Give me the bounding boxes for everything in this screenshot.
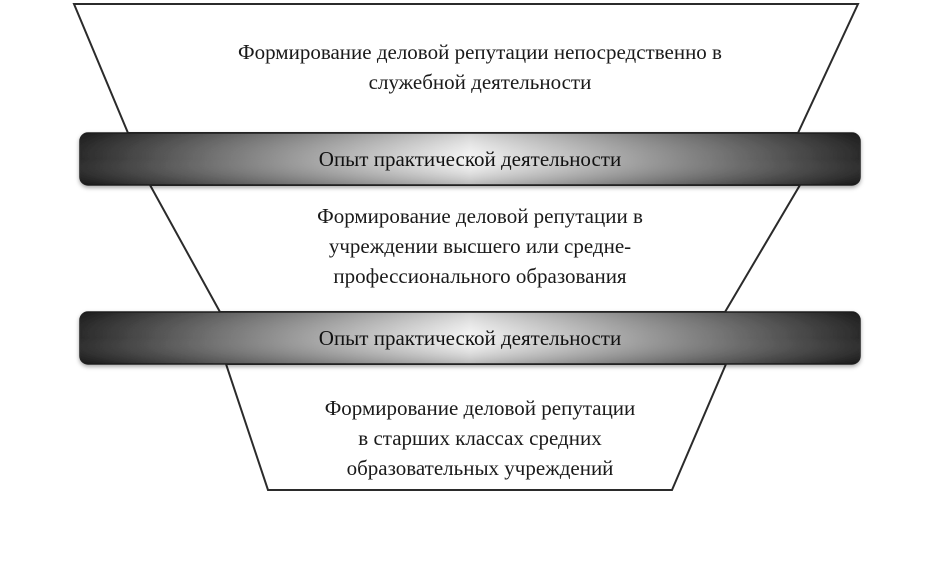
level-3-line-1: Формирование деловой репутации	[324, 396, 636, 420]
level-2-line-1: Формирование деловой репутации в	[317, 204, 643, 228]
bar-2-label: Опыт практической деятельности	[318, 326, 622, 350]
bar-1-label: Опыт практической деятельности	[318, 147, 622, 171]
level-3-line-3: образовательных учреждений	[346, 456, 614, 480]
level-3-text	[262, 393, 698, 483]
level-1-text	[190, 37, 770, 97]
level-2-line-3: профессионального образования	[333, 264, 627, 288]
level-1-line-2: служебной деятельности	[368, 70, 592, 94]
level-1-line-1: Формирование деловой репутации непосредственно в	[238, 40, 722, 64]
level-2-text	[250, 201, 710, 291]
level-3-line-2: в старших классах средних	[358, 426, 602, 450]
level-2-line-2: учреждении высшего или средне-	[328, 234, 632, 258]
